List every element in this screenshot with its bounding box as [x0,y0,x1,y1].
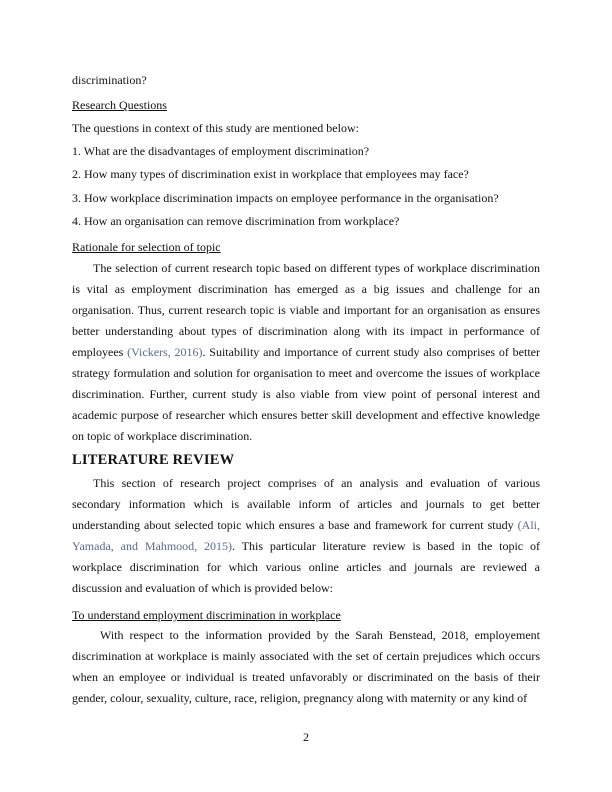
literature-review-paragraph [72,473,540,599]
research-question-2: 2. How many types of discrimination exist in workplace that employees may face? [72,167,469,181]
rationale-heading: Rationale for selection of topic [72,240,221,254]
research-question-4: 4. How an organisation can remove discrimination from workplace? [72,214,400,228]
research-question-3: 3. How workplace discrimination impacts on employee performance in the organisation? [72,191,499,205]
literature-text-a: This section of research project comprises of an analysis and evaluation of various secondary information which is available inform of articles and journals to get better understanding about selected topic which ensures a base and framework for current study [72,476,540,532]
subsection-paragraph: With respect to the information provided by the Sarah Benstead, 2018, employement discrimination at workplace is mainly associated with the set of certain prejudices which occurs when an employee or individual is treated unfavorably or discriminated on the basis of their gender, colour, sexuality, culture, race, religion, pregnancy along with maternity or any kind of [72,628,540,705]
literature-citation: (Ali, Yamada, and Mahmood, 2015) [72,518,540,553]
subsection-heading: To understand employment discrimination in workplace [72,608,341,622]
literature-review-heading: LITERATURE REVIEW [72,452,235,468]
rationale-citation: (Vickers, 2016) [127,345,203,359]
continuation-text: discrimination? [72,73,147,87]
research-questions-intro: The questions in context of this study are mentioned below: [72,121,359,135]
rationale-paragraph [72,258,540,447]
rationale-text-a: The selection of current research topic based on different types of workplace discrimination is vital as employment discrimination has emerged as a big issues and challenge for an organisation. Thus, current research topic is viable and important for an organisation as ensures better understanding about types of discrimination along with its impact in performance of employees [72,261,540,359]
research-question-1: 1. What are the disadvantages of employment discrimination? [72,144,370,158]
research-questions-heading: Research Questions [72,98,167,112]
rationale-text-b: . Suitability and importance of current study also comprises of better strategy formulation and solution for organisation to meet and overcome the issues of workplace discrimination. Further, current study is also viable from view point of personal interest and academic purpose of researcher which ensures better skill development and effective knowledge on topic of workplace discrimination. [72,345,540,443]
literature-text-b: . This particular literature review is based in the topic of workplace discrimination for which various online articles and journals are reviewed a discussion and evaluation of which is provided below: [72,539,540,595]
page-number: 2 [303,730,309,744]
